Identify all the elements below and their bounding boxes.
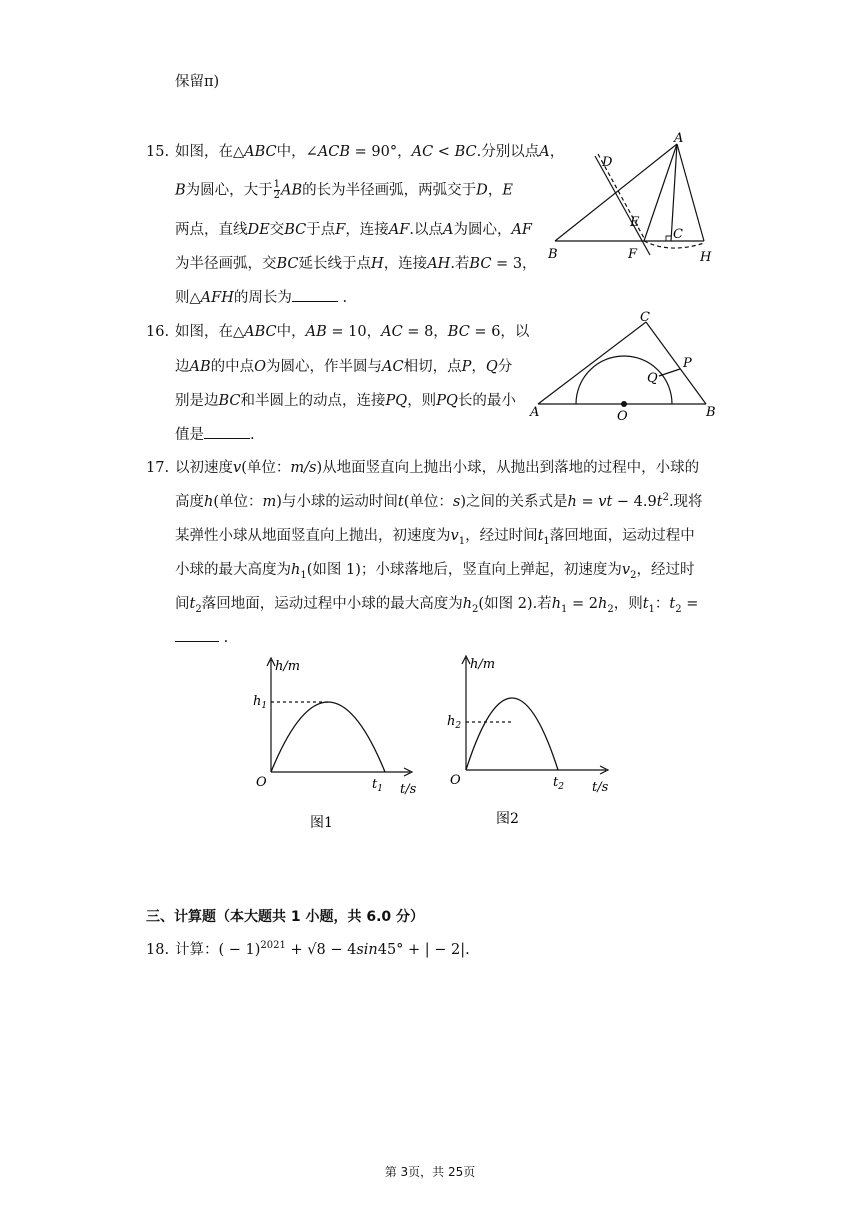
- page-footer: 第 3页，共 25页: [384, 1165, 476, 1179]
- label-a: A: [530, 405, 540, 420]
- q18-expression: 计算：( − 1)$^{2021}$ + √8 − 4sin45° + | − 2|.: [175, 940, 470, 958]
- q15-number: 15.: [146, 144, 170, 160]
- x-axis-label: t/s: [592, 780, 609, 795]
- q18-number: 18.: [146, 942, 170, 958]
- right-angle-mark: [666, 236, 671, 241]
- trajectory-curve: [271, 702, 385, 772]
- y-axis-label: h/m: [470, 657, 496, 672]
- label-q: Q: [647, 371, 658, 386]
- label-b: B: [548, 247, 558, 262]
- q16-line-2: 边AB的中点O为圆心，作半圆与AC相切，点P，Q分: [175, 359, 513, 375]
- q17-line-1: 以初速度v(单位：m/s)从地面竖直向上抛出小球，从抛出到落地的过程中，小球的: [175, 460, 700, 476]
- q17-line-6: .: [175, 628, 228, 648]
- q17-line-5: 间$t_2$落回地面，运动过程中小球的最大高度为$h_2$(如图 2).若$h_1 = 2h_2$，则$t_1$：$t_2$ =: [175, 596, 699, 615]
- origin-label: O: [450, 773, 461, 788]
- label-f: F: [628, 247, 638, 262]
- q15-line-1: 如图，在△ABC中，∠ACB = 90°，AC < BC.分别以点A，: [175, 144, 565, 160]
- q15-line-3: 两点，直线DE交BC于点F，连接AF.以点A为圆心，AF: [175, 222, 532, 238]
- q16-line-4: 值是 .: [175, 427, 255, 443]
- segment-pq: [659, 369, 680, 376]
- q17-line-4: 小球的最大高度为$h_1$(如图 1)；小球落地后，竖直向上弹起，初速度为$v_2$，经过时: [175, 562, 695, 581]
- q15-figure: [540, 132, 720, 270]
- label-o: O: [617, 409, 628, 422]
- figure-caption: 图2: [496, 811, 519, 827]
- section-title: 三、计算题（本大题共 1 小题，共 6.0 分）: [146, 909, 425, 925]
- label-b: B: [706, 405, 716, 420]
- trajectory-curve: [466, 698, 558, 770]
- line-de: [595, 156, 650, 255]
- center-point-o: [621, 401, 627, 407]
- label-e: E: [630, 215, 640, 230]
- fraction-one-half: $\frac{1}{2}$: [273, 179, 281, 201]
- x-axis-label: t/s: [400, 782, 417, 797]
- figure-caption: 图1: [310, 815, 333, 831]
- q17-line-3: 某弹性小球从地面竖直向上抛出，初速度为$v_1$，经过时间$t_1$落回地面，运动过程中: [175, 528, 695, 547]
- answer-blank[interactable]: [292, 289, 338, 302]
- q16-number: 16.: [146, 324, 170, 340]
- q17-figure-1: [248, 654, 426, 838]
- label-d: D: [602, 155, 613, 170]
- segment-ba: [555, 144, 677, 241]
- q15-line-4: 为半径画弧，交BC延长线于点H，连接AH.若BC = 3，: [175, 256, 537, 272]
- end-time-label: $t_2$: [553, 775, 564, 792]
- q15-line-2: B为圆心，大于 $\frac{1}{2}$ AB的长为半径画弧，两弧交于D，E: [175, 179, 513, 201]
- segment-ac: [538, 322, 646, 404]
- label-a: A: [674, 132, 684, 146]
- q16-figure: [528, 310, 718, 422]
- answer-blank[interactable]: [175, 629, 219, 642]
- label-p: P: [683, 356, 692, 371]
- label-h: H: [700, 250, 712, 265]
- y-axis-label: h/m: [275, 659, 301, 674]
- answer-blank[interactable]: [204, 426, 250, 439]
- sqrt-eight: √8: [307, 942, 326, 958]
- label-c: C: [640, 310, 650, 325]
- q16-line-1: 如图，在△ABC中，AB = 10，AC = 8，BC = 6，以: [175, 324, 530, 340]
- peak-label: $h_2$: [447, 714, 462, 731]
- q15-line-5: 则△AFH的周长为 .: [175, 290, 348, 306]
- peak-label: $h_1$: [253, 694, 268, 711]
- q17-figure-2: [442, 652, 620, 832]
- origin-label: O: [256, 775, 267, 790]
- top-line: 保留π): [175, 74, 220, 90]
- segment-bc: [646, 322, 706, 404]
- q17-line-2: 高度h(单位：m)与小球的运动时间t(单位：s)之间的关系式是h = vt − $4.9t^2$.现将: [175, 492, 703, 510]
- arc-fh: [644, 241, 704, 248]
- q17-number: 17.: [146, 460, 170, 476]
- end-time-label: $t_1$: [372, 777, 383, 794]
- label-c: C: [673, 227, 683, 242]
- q16-line-3: 别是边BC和半圆上的动点，连接PQ，则PQ长的最小: [175, 393, 516, 409]
